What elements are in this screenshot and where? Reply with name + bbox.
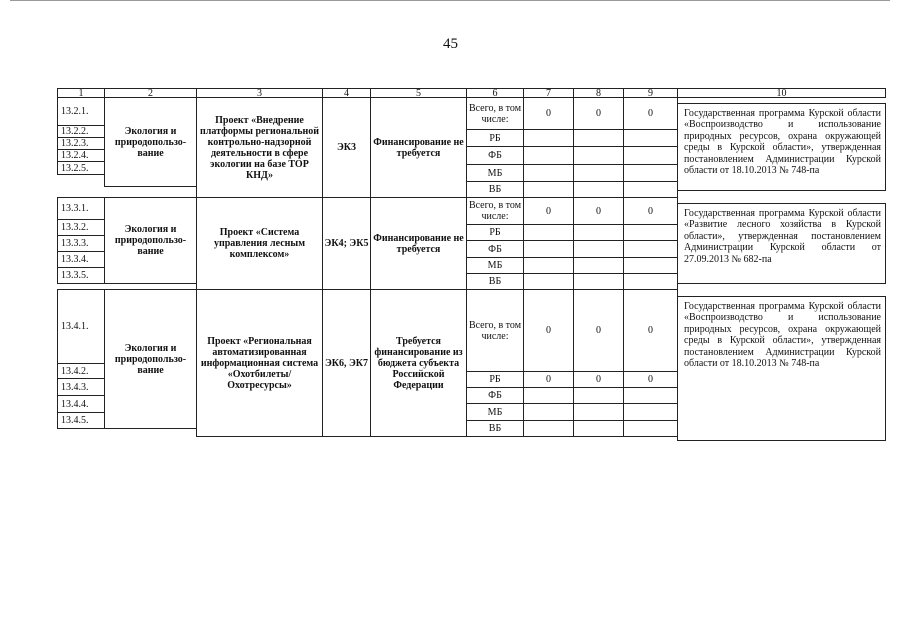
value-cell: 0 bbox=[623, 289, 678, 372]
source-cell: Всего, в том числе: bbox=[466, 97, 524, 130]
value-cell: 0 bbox=[523, 97, 574, 130]
value-cell: 0 bbox=[523, 371, 574, 388]
value-cell bbox=[573, 224, 624, 241]
header-col-9: 9 bbox=[623, 88, 678, 98]
row-id: 13.2.2. bbox=[57, 125, 105, 138]
row-id: 13.2.3. bbox=[57, 137, 105, 150]
value-cell bbox=[573, 387, 624, 404]
header-col-6: 6 bbox=[466, 88, 524, 98]
row-id: 13.4.3. bbox=[57, 378, 105, 396]
value-cell bbox=[623, 420, 678, 437]
project-cell: Проект «Внедрение платформы региональной контрольно-надзорной деятельности в сфере экологии на базе ТОР КНД» bbox=[196, 97, 323, 198]
value-cell bbox=[573, 257, 624, 274]
row-id: 13.3.3. bbox=[57, 235, 105, 252]
value-cell bbox=[573, 181, 624, 198]
scan-top-line bbox=[10, 0, 890, 1]
header-col-10: 10 bbox=[677, 88, 886, 98]
value-cell bbox=[573, 403, 624, 421]
code-cell: ЭК3 bbox=[322, 97, 371, 198]
value-cell bbox=[573, 129, 624, 147]
row-id: 13.4.1. bbox=[57, 289, 105, 364]
value-cell bbox=[523, 224, 574, 241]
value-cell bbox=[573, 420, 624, 437]
header-col-2: 2 bbox=[104, 88, 197, 98]
value-cell bbox=[623, 146, 678, 165]
source-cell: ВБ bbox=[466, 181, 524, 198]
header-col-3: 3 bbox=[196, 88, 323, 98]
value-cell bbox=[523, 164, 574, 182]
row-id: 13.4.4. bbox=[57, 395, 105, 413]
value-cell bbox=[573, 273, 624, 290]
value-cell bbox=[623, 403, 678, 421]
value-cell bbox=[623, 240, 678, 258]
value-cell bbox=[523, 146, 574, 165]
row-id: 13.3.2. bbox=[57, 219, 105, 236]
value-cell: 0 bbox=[623, 97, 678, 130]
header-col-1: 1 bbox=[57, 88, 105, 98]
row-id: 13.3.5. bbox=[57, 267, 105, 284]
area-cell: Экология и природопользо-вание bbox=[104, 197, 197, 284]
row-id: 13.2.1. bbox=[57, 97, 105, 126]
value-cell bbox=[523, 403, 574, 421]
value-cell: 0 bbox=[573, 97, 624, 130]
value-cell bbox=[623, 257, 678, 274]
header-col-4: 4 bbox=[322, 88, 371, 98]
source-cell: ФБ bbox=[466, 387, 524, 404]
value-cell bbox=[523, 273, 574, 290]
row-id: 13.3.4. bbox=[57, 251, 105, 268]
row-id: 13.3.1. bbox=[57, 197, 105, 220]
program-cell: Государственная программа Курской области «Воспроизводство и использование природных ресурсов, охрана окружающей среды в Курской области», утвержденная постановлением Администрации Курской области от 18.10.2013 № 748-па bbox=[677, 103, 886, 191]
row-id: 13.2.4. bbox=[57, 149, 105, 162]
value-cell bbox=[523, 181, 574, 198]
header-col-7: 7 bbox=[523, 88, 574, 98]
source-cell: МБ bbox=[466, 403, 524, 421]
value-cell bbox=[523, 420, 574, 437]
value-cell: 0 bbox=[573, 197, 624, 225]
code-cell: ЭК4; ЭК5 bbox=[322, 197, 371, 290]
value-cell bbox=[623, 224, 678, 241]
source-cell: МБ bbox=[466, 164, 524, 182]
value-cell: 0 bbox=[573, 289, 624, 372]
value-cell: 0 bbox=[623, 197, 678, 225]
value-cell bbox=[523, 240, 574, 258]
source-cell: РБ bbox=[466, 224, 524, 241]
area-cell: Экология и природопользо-вание bbox=[104, 289, 197, 429]
value-cell bbox=[623, 181, 678, 198]
financing-cell: Финансирование не требуется bbox=[370, 197, 467, 290]
value-cell bbox=[623, 129, 678, 147]
project-cell: Проект «Система управления лесным комплексом» bbox=[196, 197, 323, 290]
program-cell: Государственная программа Курской области «Воспроизводство и использование природных ресурсов, охрана окружающей среды в Курской области», утвержденная постановлением Администрации Курской области от 18.10.2013 № 748-па bbox=[677, 296, 886, 441]
row-id: 13.4.2. bbox=[57, 363, 105, 379]
project-cell: Проект «Региональная автоматизированная информационная система «Охотбилеты/ Охотресурсы» bbox=[196, 289, 323, 437]
value-cell: 0 bbox=[523, 289, 574, 372]
source-cell: ВБ bbox=[466, 420, 524, 437]
code-cell: ЭК6, ЭК7 bbox=[322, 289, 371, 437]
value-cell: 0 bbox=[523, 197, 574, 225]
value-cell: 0 bbox=[573, 371, 624, 388]
source-cell: РБ bbox=[466, 371, 524, 388]
header-col-5: 5 bbox=[370, 88, 467, 98]
value-cell bbox=[623, 273, 678, 290]
value-cell bbox=[623, 387, 678, 404]
value-cell bbox=[573, 146, 624, 165]
program-cell: Государственная программа Курской области «Развитие лесного хозяйства в Курской области», утвержденная постановлением Администрации Курской области от 27.09.2013 № 682-па bbox=[677, 203, 886, 284]
source-cell: ВБ bbox=[466, 273, 524, 290]
value-cell bbox=[523, 257, 574, 274]
value-cell bbox=[573, 240, 624, 258]
source-cell: МБ bbox=[466, 257, 524, 274]
row-id: 13.4.5. bbox=[57, 412, 105, 429]
value-cell: 0 bbox=[623, 371, 678, 388]
source-cell: Всего, в том числе: bbox=[466, 289, 524, 372]
source-cell: РБ bbox=[466, 129, 524, 147]
value-cell bbox=[523, 129, 574, 147]
source-cell: ФБ bbox=[466, 146, 524, 165]
row-id: 13.2.5. bbox=[57, 161, 105, 175]
financing-cell: Финансирование не требуется bbox=[370, 97, 467, 198]
financing-cell: Требуется финансирование из бюджета субъекта Российской Федерации bbox=[370, 289, 467, 437]
source-cell: ФБ bbox=[466, 240, 524, 258]
header-col-8: 8 bbox=[573, 88, 624, 98]
value-cell bbox=[623, 164, 678, 182]
source-cell: Всего, в том числе: bbox=[466, 197, 524, 225]
value-cell bbox=[573, 164, 624, 182]
area-cell: Экология и природопользо-вание bbox=[104, 97, 197, 187]
page-number: 45 bbox=[443, 36, 458, 52]
value-cell bbox=[523, 387, 574, 404]
